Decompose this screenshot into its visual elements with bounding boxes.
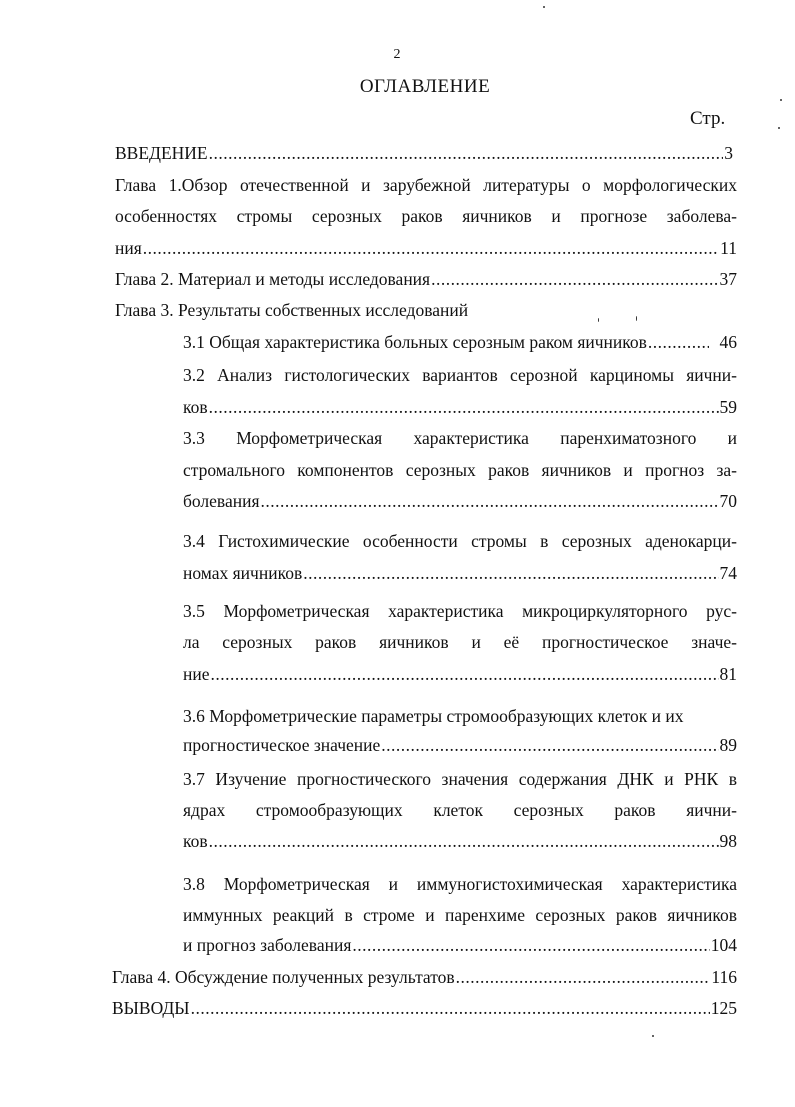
toc-entry-page: 70 bbox=[719, 491, 737, 511]
toc-entry-label: ков bbox=[183, 831, 208, 851]
toc-entry-page: 125 bbox=[710, 998, 737, 1018]
toc-entry-label: ние bbox=[183, 664, 210, 684]
toc-entry-label: ВВЕДЕНИЕ bbox=[115, 143, 208, 163]
toc-entry-label: ВЫВОДЫ bbox=[112, 998, 190, 1018]
toc-entry-page: 98 bbox=[719, 831, 737, 851]
toc-entry-3-7-line-1: 3.7 Изучение прогностического значения содержания ДНК и РНК в bbox=[183, 769, 737, 789]
toc-entry-label: 3.1 Общая характеристика больных серозным раком яичников bbox=[183, 332, 647, 352]
toc-entry-label: ков bbox=[183, 397, 208, 417]
toc-entry-page: 89 bbox=[719, 735, 737, 755]
toc-entry-label: ния bbox=[115, 238, 142, 258]
toc-entry-3-5-last bbox=[183, 663, 737, 685]
toc-entry-page: 11 bbox=[720, 238, 737, 258]
scan-speck bbox=[778, 127, 780, 129]
toc-entry-page: 3 bbox=[724, 143, 733, 163]
toc-entry-3-4-line-1: 3.4 Гистохимические особенности стромы в серозных аденокарци- bbox=[183, 531, 737, 551]
toc-entry-page: 74 bbox=[719, 563, 737, 583]
page-column-label: Стр. bbox=[690, 108, 726, 129]
toc-entry-3-7-line-2: ядрах стромообразующих клеток серозных раков яични- bbox=[183, 800, 737, 820]
toc-entry-3-4-last bbox=[183, 562, 737, 584]
scan-speck bbox=[636, 316, 637, 321]
toc-entry-introduction bbox=[115, 142, 733, 164]
scan-speck bbox=[780, 99, 782, 101]
toc-entry-label: болевания bbox=[183, 491, 260, 511]
scan-speck bbox=[543, 6, 545, 8]
toc-entry-label: Глава 4. Обсуждение полученных результатов bbox=[112, 967, 455, 987]
toc-entry-label: прогностическое значение bbox=[183, 735, 381, 755]
toc-entry-3-3-line-1: 3.3 Морфометрическая характеристика паренхиматозного и bbox=[183, 428, 737, 448]
toc-entry-3-3-line-2: стромального компонентов серозных раков яичников и прогноз за- bbox=[183, 460, 737, 480]
toc-entry-chapter-1-last bbox=[115, 237, 737, 259]
page-number: 2 bbox=[393, 47, 401, 62]
toc-entry-label: и прогноз заболевания bbox=[183, 935, 352, 955]
toc-entry-chapter-2 bbox=[115, 268, 737, 290]
toc-entry-chapter-1-line-2: особенностях стромы серозных раков яичников и прогнозе заболева- bbox=[115, 206, 737, 226]
toc-entry-label: Глава 2. Материал и методы исследования bbox=[115, 269, 431, 289]
toc-entry-chapter-3: Глава 3. Результаты собственных исследований bbox=[115, 300, 469, 320]
toc-entry-conclusions bbox=[112, 997, 737, 1019]
toc-entry-page: 104 bbox=[710, 935, 737, 955]
toc-entry-3-6-last bbox=[183, 734, 737, 756]
toc-entry-chapter-4 bbox=[112, 966, 737, 988]
toc-entry-3-7-last bbox=[183, 830, 737, 852]
toc-entry-page: 59 bbox=[719, 397, 737, 417]
toc-entry-3-3-last bbox=[183, 490, 737, 512]
toc-entry-page: 116 bbox=[711, 967, 737, 987]
toc-entry-label: номах яичников bbox=[183, 563, 303, 583]
toc-entry-3-6-line-1: 3.6 Морфометрические параметры стромообразующих клеток и их bbox=[183, 706, 684, 726]
toc-entry-page: 81 bbox=[719, 664, 737, 684]
toc-entry-chapter-1-line-1: Глава 1.Обзор отечественной и зарубежной литературы о морфологических bbox=[115, 175, 737, 195]
page-title: ОГЛАВЛЕНИЕ bbox=[359, 76, 491, 97]
toc-entry-3-8-line-2: иммунных реакций в строме и паренхиме серозных раков яичников bbox=[183, 905, 737, 925]
toc-entry-page: 37 bbox=[719, 269, 737, 289]
toc-entry-3-8-line-1: 3.8 Морфометрическая и иммуногистохимическая характеристика bbox=[183, 874, 737, 894]
toc-entry-3-5-line-1: 3.5 Морфометрическая характеристика микроциркуляторного рус- bbox=[183, 601, 737, 621]
toc-entry-3-2-line-1: 3.2 Анализ гистологических вариантов серозной карциномы яични- bbox=[183, 365, 737, 385]
toc-entry-3-1 bbox=[183, 331, 737, 353]
toc-entry-page: 46 bbox=[719, 332, 737, 352]
toc-entry-3-5-line-2: ла серозных раков яичников и её прогностическое значе- bbox=[183, 632, 737, 652]
toc-entry-3-2-last bbox=[183, 396, 737, 418]
toc-entry-3-8-last bbox=[183, 934, 737, 956]
scan-speck bbox=[598, 318, 599, 322]
scan-speck bbox=[652, 1035, 654, 1037]
